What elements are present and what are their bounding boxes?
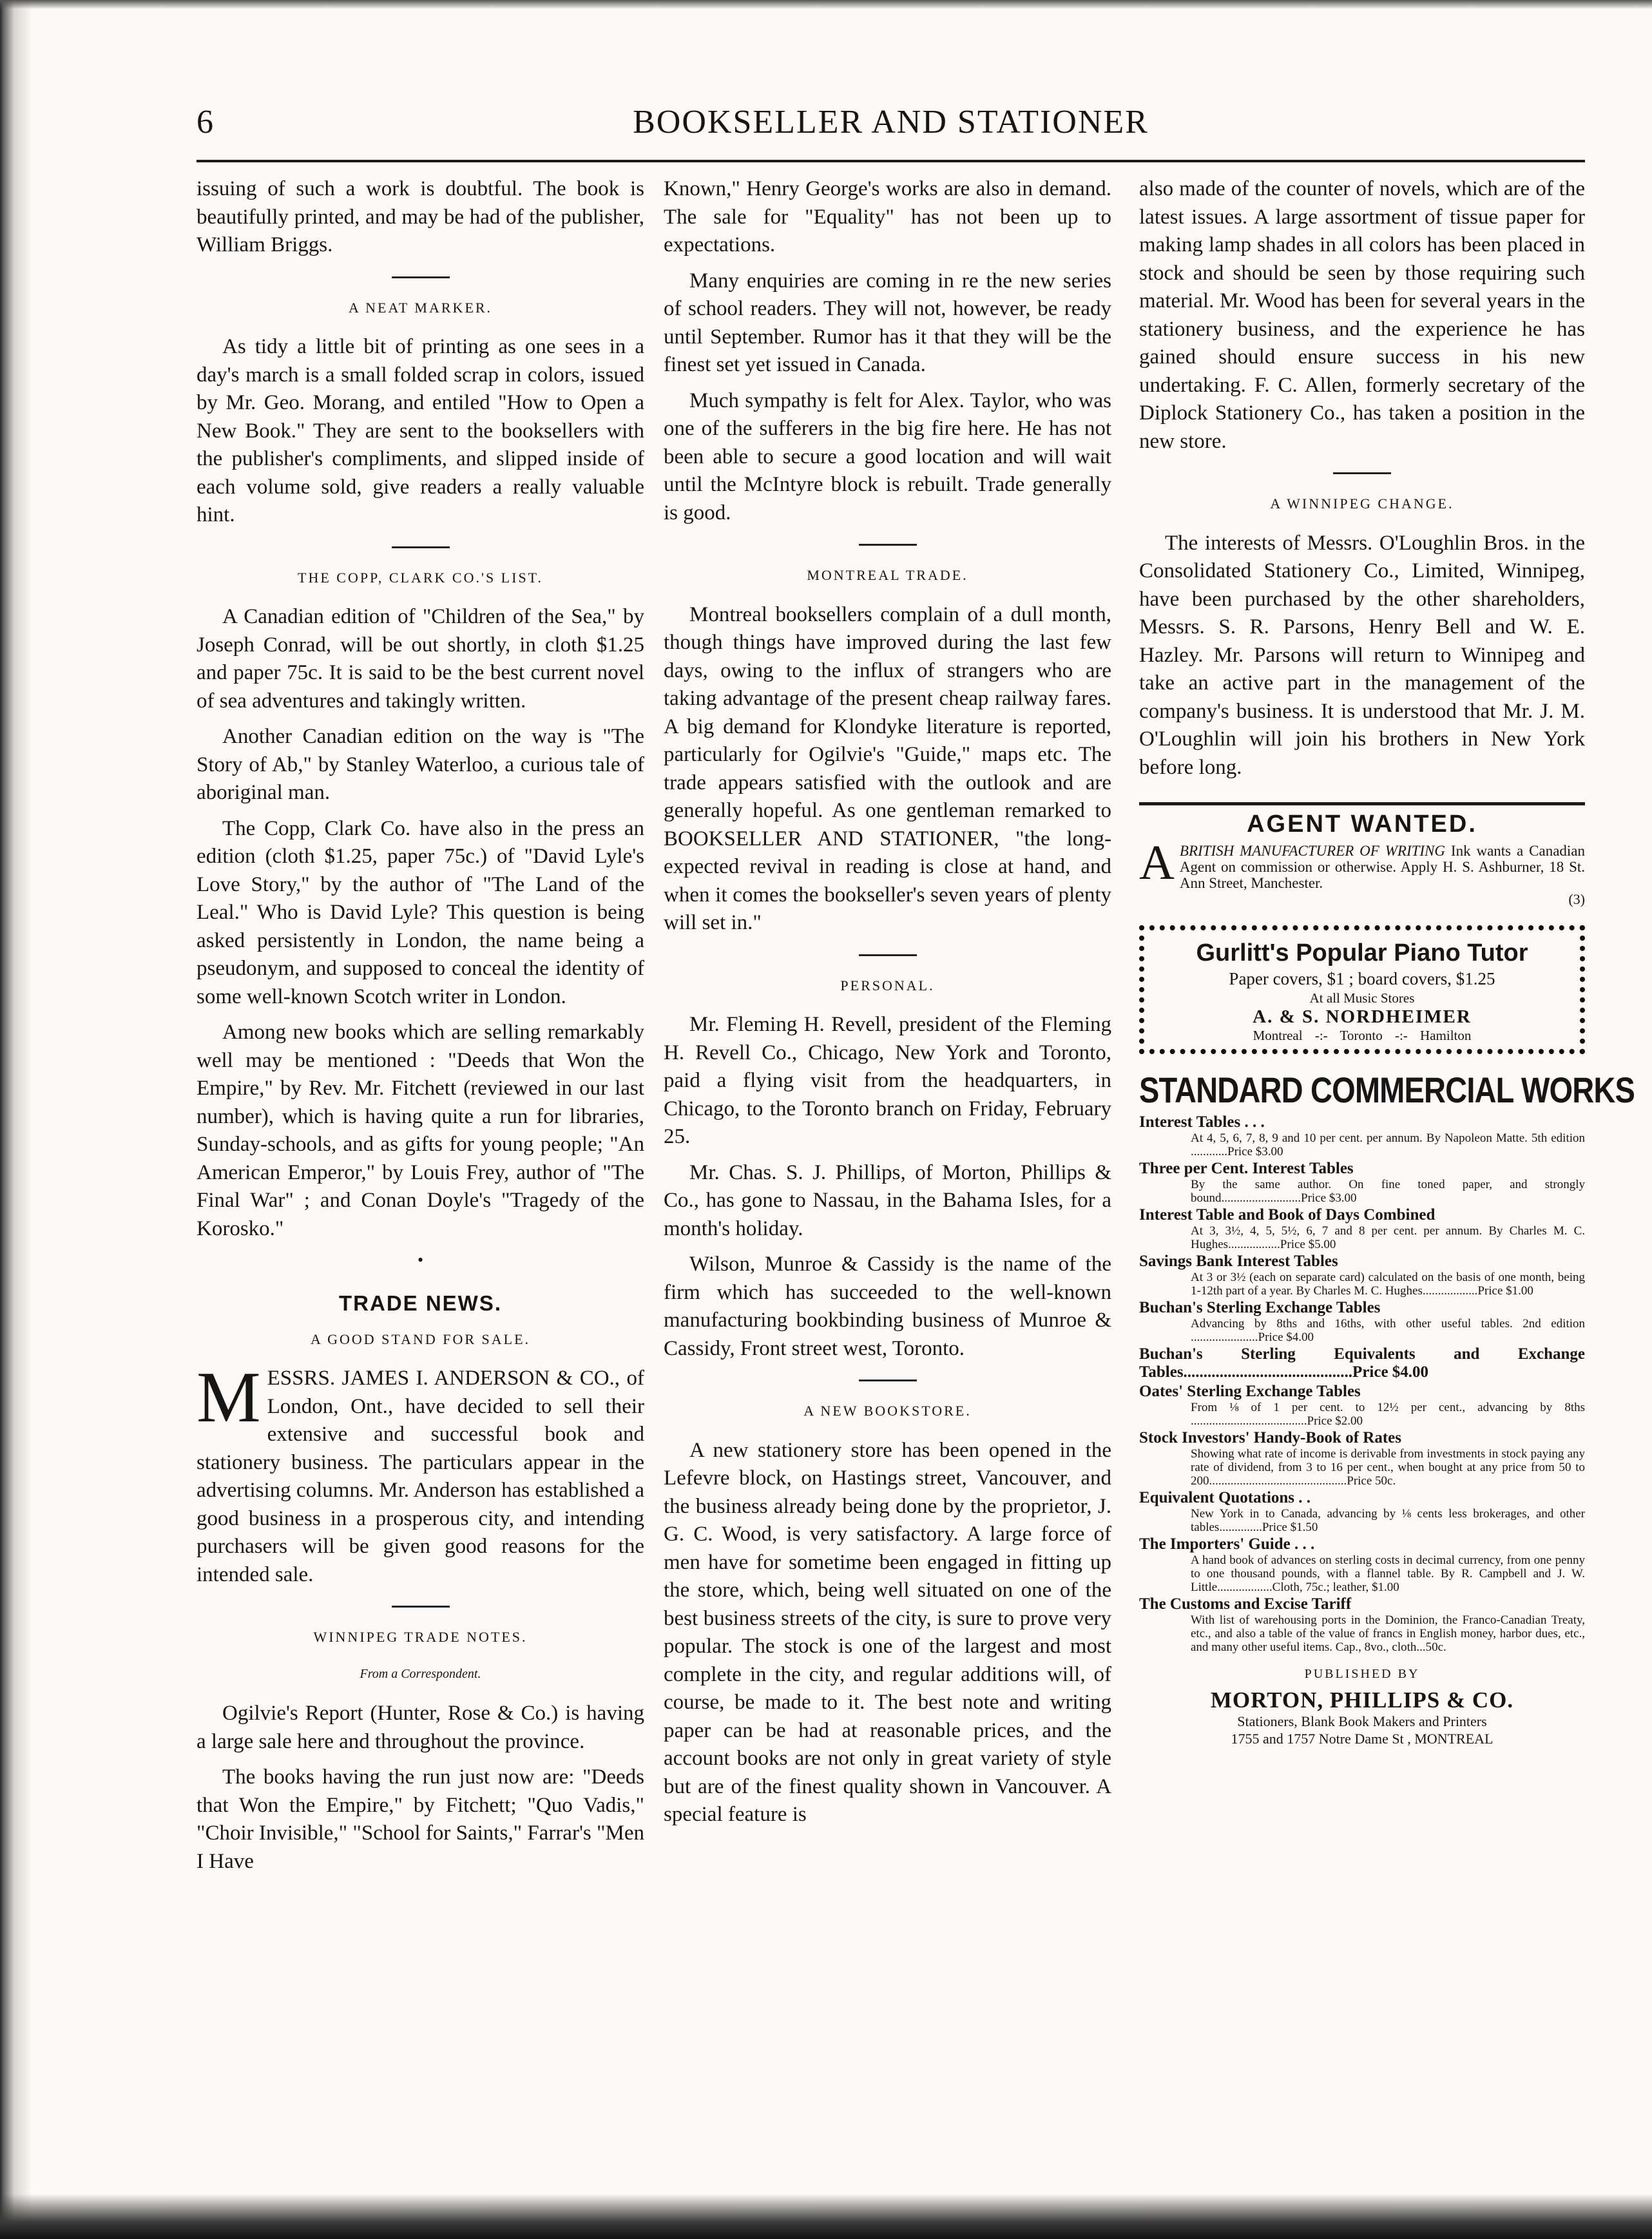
paragraph: Known," Henry George's works are also in demand. The sale for "Equality" has not been up to expectations. xyxy=(664,177,1111,256)
agent-ad-body xyxy=(1139,835,1585,907)
paragraph: Among new books which are selling remarkably well may be mentioned : "Deeds that Won the Empire," by Rev. Mr. Fitchett (reviewed in our last number), which is having quite a run for libraries, Sunday-schools, and as gifts for young people; "An American Emperor," by Louis Frey, author of "The Final War" ; and Conan Doyle's "Tragedy of the Korosko." xyxy=(197,1021,644,1240)
section-divider xyxy=(392,1606,450,1608)
book-entry xyxy=(1139,1113,1585,1158)
section-divider xyxy=(859,544,917,546)
book-entry xyxy=(1139,1345,1585,1381)
paragraph: Many enquiries are coming in re the new series of school readers. They will not, however, be ready until September. Rumor has it that they will be the finest set yet issued in Canada. xyxy=(664,269,1111,376)
scan-edge-top xyxy=(0,0,1652,9)
paragraph: Ogilvie's Report (Hunter, Rose & Co.) is having a large sale here and throughout the province. xyxy=(197,1702,644,1753)
header-rule xyxy=(197,160,1585,162)
agent-ad-cap: A xyxy=(1139,835,1175,890)
book-description: At 3 or 3½ (each on separate card) calculated on the basis of one month, being 1-12th part of a year. By Charles M. C. Hughes..................Price $1.00 xyxy=(1191,1270,1585,1298)
book-description: By the same author. On fine toned paper, and strongly bound..........................Price $3.00 xyxy=(1191,1177,1585,1205)
paragraph: Another Canadian edition on the way is "The Story of Ab," by Stanley Waterloo, a curious tale of aboriginal man. xyxy=(197,725,644,804)
journal-title: BOOKSELLER AND STATIONER xyxy=(633,104,1149,140)
agent-ad-lead: BRITISH MANUFACTURER OF WRITING xyxy=(1179,842,1446,859)
section-divider xyxy=(392,546,450,548)
book-entry xyxy=(1139,1489,1585,1534)
paragraph: Wilson, Munroe & Cassidy is the name of the firm which has succeeded to the well-known manufacturing bookbinding business of Munroe & Cassidy, Front street west, Toronto. xyxy=(664,1253,1111,1360)
paragraph: As tidy a little bit of printing as one sees in a day's march is a small folded scrap in colors, issued by Mr. Geo. Morang, and entiled "How to Open a New Book." They are sent to the booksellers with the publisher's compliments, and slipped inside of each volume sold, give readers a really valuable hint. xyxy=(197,335,644,526)
drop-cap-letter: M xyxy=(197,1358,261,1437)
book-entry xyxy=(1139,1429,1585,1488)
section-divider xyxy=(1333,472,1391,474)
gurlitt-ad-publisher: A. & S. NORDHEIMER xyxy=(1253,1006,1472,1027)
section-heading: A WINNIPEG CHANGE. xyxy=(1270,495,1454,512)
scan-edge-bottom xyxy=(0,2194,1652,2239)
book-title: Stock Investors' Handy-Book of Rates xyxy=(1139,1428,1401,1446)
book-title: Oates' Sterling Exchange Tables xyxy=(1139,1382,1361,1400)
publisher-address: 1755 and 1757 Notre Dame St , MONTREAL xyxy=(1231,1731,1494,1747)
paragraph: A Canadian edition of "Children of the Sea," by Joseph Conrad, will be out shortly, in cloth $1.25 and paper 75c. It is said to be the best current novel of sea adventures and takingly written. xyxy=(197,605,644,713)
book-entry xyxy=(1139,1206,1585,1251)
section-divider xyxy=(859,1379,917,1381)
paragraph: issuing of such a work is doubtful. The book is beautifully printed, and may be had of the publisher, William Briggs. xyxy=(197,177,644,256)
book-entry xyxy=(1139,1383,1585,1428)
publisher-description: Stationers, Blank Book Makers and Printers xyxy=(1237,1713,1487,1729)
publisher-name: MORTON, PHILLIPS & CO. xyxy=(1210,1687,1514,1713)
gurlitt-ad-availability: At all Music Stores xyxy=(1309,990,1415,1006)
book-title: Interest Table and Book of Days Combined xyxy=(1139,1206,1436,1224)
section-heading: PERSONAL. xyxy=(840,977,935,994)
byline: From a Correspondent. xyxy=(360,1666,481,1681)
book-title: Equivalent Quotations . . xyxy=(1139,1488,1311,1506)
section-subheading: A GOOD STAND FOR SALE. xyxy=(310,1331,531,1347)
commercial-works-title: STANDARD COMMERCIAL WORKS xyxy=(1139,1069,1635,1110)
book-description: At 4, 5, 6, 7, 8, 9 and 10 per cent. per annum. By Napoleon Matte. 5th edition ............Price $3.00 xyxy=(1191,1131,1585,1158)
book-description: Advancing by 8ths and 16ths, with other useful tables. 2nd edition ......................Price $4.00 xyxy=(1191,1316,1585,1344)
section-heading-major: TRADE NEWS. xyxy=(339,1291,502,1315)
book-entry xyxy=(1139,1253,1585,1298)
book-title: Savings Bank Interest Tables xyxy=(1139,1252,1338,1270)
section-divider xyxy=(392,276,450,278)
scan-edge-left xyxy=(0,0,32,2239)
section-heading: A NEW BOOKSTORE. xyxy=(803,1403,972,1419)
page-number: 6 xyxy=(197,104,213,140)
agent-ad-ref: (3) xyxy=(1568,890,1585,907)
gurlitt-ad-prices: Paper covers, $1 ; board covers, $1.25 xyxy=(1229,968,1495,988)
divider-dot: • xyxy=(417,1251,424,1269)
book-description: With list of warehousing ports in the Dominion, the Franco-Canadian Treaty, etc., and also a table of the value of francs in English money, harbor dues, etc., and many other useful items. Cap., 8vo., cloth...50c. xyxy=(1191,1613,1585,1654)
paragraph: The interests of Messrs. O'Loughlin Bros. in the Consolidated Stationery Co., Limited, Winnipeg, have been purchased by the other shareholders, Messrs. S. R. Parsons, Henry Bell and W. E. Hazley. Mr. Parsons will return to Winnipeg and take an active part in the management of the company's business. It is understood that Mr. J. M. O'Loughlin will join his brothers in New York before long. xyxy=(1139,531,1585,779)
section-heading: THE COPP, CLARK CO.'S LIST. xyxy=(298,569,543,586)
paragraph: also made of the counter of novels, which are of the latest issues. A large assortment of tissue paper for making lamp shades in all colors has been placed in stock and should be seen by those requiring such material. Mr. Wood has been for several years in the stationery business, and the experience he has gained should ensure success in his new undertaking. F. C. Allen, formerly secretary of the Diplock Stationery Co., has taken a position in the new store. xyxy=(1139,177,1585,453)
published-by-label: PUBLISHED BY xyxy=(1304,1666,1420,1681)
book-title: Buchan's Sterling Equivalents and Exchange Tables..........................................Price $4.00 xyxy=(1139,1345,1585,1381)
book-description: Showing what rate of income is derivable from investments in stock paying any rate of dividend, from 3 to 16 per cent., when bought at any price from 50 to 200.............................................Price 50c. xyxy=(1191,1446,1585,1488)
commercial-books-list xyxy=(1139,1113,1585,1654)
running-head xyxy=(197,103,1585,155)
paragraph: The Copp, Clark Co. have also in the press an edition (cloth $1.25, paper 75c.) of "David Lyle's Love Story," by the author of "The Land of the Leal." Who is David Lyle? This question is being asked persistently in London, the name being a pseudonym, and supposed to conceal the identity of some well-known Scotch writer in London. xyxy=(197,816,644,1008)
gurlitt-ad xyxy=(1139,925,1585,1054)
gurlitt-ad-cities: Montreal -:- Toronto -:- Hamilton xyxy=(1253,1027,1472,1043)
book-title: Buchan's Sterling Exchange Tables xyxy=(1139,1298,1381,1316)
book-entry xyxy=(1139,1595,1585,1654)
paragraph: Montreal booksellers complain of a dull month, though things have improved during the last few days, owing to the influx of strangers who are taking advantage of the present cheap railway fares. A big demand for Klondyke literature is reported, particularly for Ogilvie's "Guide," maps etc. The trade appears satisfied with the outlook and are generally hopeful. As one gentleman remarked to BOOKSELLER AND STATIONER, "the long-expected revival in reading is close at hand, and when it comes the bookseller's seven years of plenty will set in." xyxy=(664,602,1111,934)
paragraph: A new stationery store has been opened in the Lefevre block, on Hastings street, Vancouver, and the business already being done by the proprietor, J. G. C. Wood, is very satisfactory. A large force of men have for sometime been engaged in fitting up the store, which, being well situated on one of the best business streets of the city, is sure to prove very popular. The stock is one of the largest and most complete in the city, and regular additions will, of course, be made to it. The best note and writing paper can be had at reasonable prices, and the account books are not only in great variety of style but are of the finest quality shown in Vancouver. A special feature is xyxy=(664,1438,1111,1826)
ad-rule xyxy=(1139,802,1585,805)
section-heading: A NEAT MARKER. xyxy=(348,299,493,316)
book-title: Three per Cent. Interest Tables xyxy=(1139,1159,1354,1177)
column-1 xyxy=(197,175,644,1883)
book-title: Interest Tables . . . xyxy=(1139,1113,1265,1131)
book-description: New York in to Canada, advancing by ⅛ cents less brokerages, and other tables..............Price $1.50 xyxy=(1191,1506,1585,1534)
paragraph: Mr. Chas. S. J. Phillips, of Morton, Phillips & Co., has gone to Nassau, in the Bahama Isles, for a month's holiday. xyxy=(664,1160,1111,1240)
book-description: From ⅛ of 1 per cent. to 12½ per cent., advancing by 8ths ......................................Price $2.00 xyxy=(1191,1400,1585,1428)
column-2 xyxy=(664,175,1111,1837)
paragraph: The books having the run just now are: "Deeds that Won the Empire," by Fitchett; "Quo Vadis," "Choir Invisible," "School for Saints," Farrar's "Men I Have xyxy=(197,1765,644,1873)
paragraph-text: ESSRS. JAMES I. ANDERSON & CO., of London, Ont., have decided to sell their extensive and successful book and stationery business. The particulars appear in the advertising columns. Mr. Anderson has established a good business in a prosperous city, and intending purchasers will be given good reasons for the intended sale. xyxy=(197,1367,644,1586)
section-divider xyxy=(859,954,917,956)
agent-ad-text: Ink wants a Canadian Agent on commission or otherwise. Apply H. S. Ashburner, 18 St. Ann Street, Manchester. xyxy=(1179,842,1585,891)
paragraph: Mr. Fleming H. Revell, president of the Fleming H. Revell Co., Chicago, New York and Toronto, paid a flying visit from the headquarters, in Chicago, to the Toronto branch on Friday, February 25. xyxy=(664,1013,1111,1148)
book-description: A hand book of advances on sterling costs in decimal currency, from one penny to one thousand pounds, with a flannel table. By R. Campbell and J. W. Little..................Cloth, 75c.; leather, $1.00 xyxy=(1191,1553,1585,1594)
section-heading: MONTREAL TRADE. xyxy=(807,567,968,583)
agent-ad-heading: AGENT WANTED. xyxy=(1247,811,1477,838)
gurlitt-ad-title: Gurlitt's Popular Piano Tutor xyxy=(1196,939,1528,966)
book-entry xyxy=(1139,1160,1585,1205)
book-description: At 3, 3½, 4, 5, 5½, 6, 7 and 8 per cent. per annum. By Charles M. C. Hughes.................Price $5.00 xyxy=(1191,1224,1585,1251)
section-heading: WINNIPEG TRADE NOTES. xyxy=(313,1629,528,1645)
paragraph-dropcap xyxy=(197,1358,644,1589)
column-3 xyxy=(1139,175,1635,1747)
book-entry xyxy=(1139,1535,1585,1594)
paragraph: Much sympathy is felt for Alex. Taylor, who was one of the sufferers in the big fire here. He has not been able to secure a good location and will wait until the McIntyre block is rebuilt. Trade generally is good. xyxy=(664,389,1111,524)
book-title: The Customs and Excise Tariff xyxy=(1139,1595,1352,1613)
book-title: The Importers' Guide . . . xyxy=(1139,1535,1315,1553)
book-entry xyxy=(1139,1299,1585,1344)
